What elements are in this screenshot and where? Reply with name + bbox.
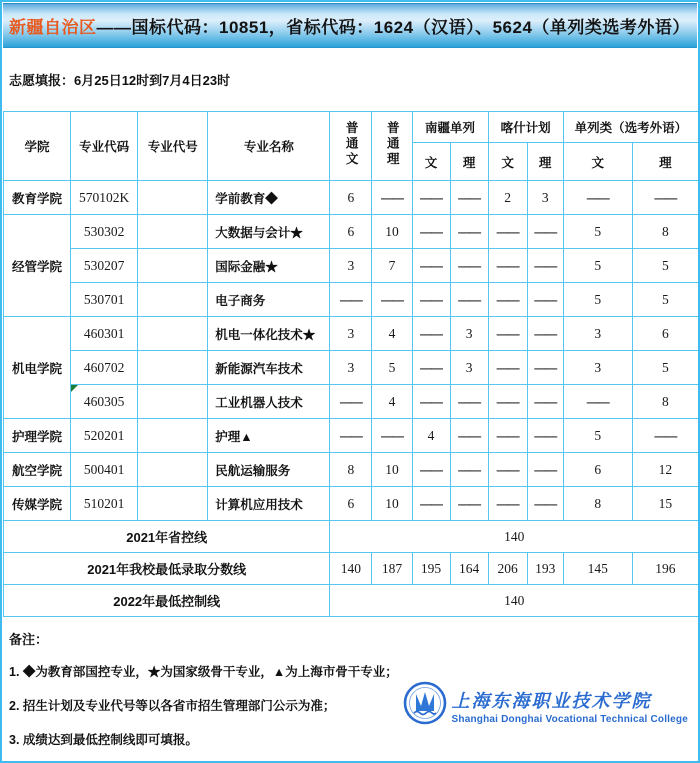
plan-value-cell: —— (372, 283, 412, 317)
col-header-putong-wen: 普通文 (330, 112, 372, 181)
col-header-danlie-li: 理 (632, 143, 698, 181)
college-cell: 航空学院 (4, 453, 71, 487)
summary-value-cell: 140 (330, 553, 372, 585)
col-header-major-no: 专业代号 (138, 112, 208, 181)
plan-value-cell: 5 (563, 283, 632, 317)
plan-value-cell: 5 (563, 419, 632, 453)
major-name-cell: 新能源汽车技术 (208, 351, 330, 385)
college-cell: 传媒学院 (4, 487, 71, 521)
col-header-kashi: 喀什计划 (488, 112, 563, 143)
col-header-college: 学院 (4, 112, 71, 181)
plan-value-cell: —— (488, 249, 527, 283)
major-no-cell (138, 215, 208, 249)
plan-value-cell: —— (488, 317, 527, 351)
summary-value-cell: 206 (488, 553, 527, 585)
admission-plan-table (3, 111, 699, 617)
remark-item-2: 2. 招生计划及专业代号等以各省市招生管理部门公示为准； (9, 699, 336, 713)
major-code-cell: 500401 (71, 453, 138, 487)
table-row (4, 283, 699, 317)
plan-value-cell: 5 (632, 283, 698, 317)
table-row (4, 419, 699, 453)
plan-value-cell: —— (527, 419, 563, 453)
major-code-cell: 530207 (71, 249, 138, 283)
summary-label-cell: 2021年我校最低录取分数线 (4, 553, 330, 585)
plan-value-cell: —— (412, 385, 450, 419)
plan-value-cell: —— (527, 317, 563, 351)
plan-value-cell: —— (412, 453, 450, 487)
major-no-cell (138, 385, 208, 419)
plan-value-cell: —— (372, 181, 412, 215)
plan-value-cell: —— (330, 419, 372, 453)
summary-row (4, 585, 699, 617)
col-header-danlie: 单列类（选考外语） (563, 112, 698, 143)
college-cell: 机电学院 (4, 317, 71, 419)
plan-value-cell: 8 (632, 385, 698, 419)
region-name: 新疆自治区 (9, 18, 97, 37)
plan-value-cell: —— (450, 181, 488, 215)
plan-value-cell: —— (330, 283, 372, 317)
table-row (4, 215, 699, 249)
plan-value-cell: —— (527, 487, 563, 521)
application-period-line (2, 48, 698, 111)
major-name-cell: 电子商务 (208, 283, 330, 317)
plan-value-cell: —— (450, 453, 488, 487)
logo-text (452, 687, 688, 725)
major-no-cell (138, 453, 208, 487)
plan-value-cell: —— (563, 181, 632, 215)
plan-value-cell: 10 (372, 453, 412, 487)
col-header-nanjiang: 南疆单列 (412, 112, 488, 143)
major-name-cell: 机电一体化技术★ (208, 317, 330, 351)
plan-value-cell: —— (527, 385, 563, 419)
col-header-nanjiang-wen: 文 (412, 143, 450, 181)
plan-value-cell: —— (412, 351, 450, 385)
college-emblem-icon (403, 681, 447, 730)
summary-value-cell: 187 (372, 553, 412, 585)
plan-value-cell: —— (412, 283, 450, 317)
plan-value-cell: —— (488, 351, 527, 385)
plan-value-cell: —— (488, 283, 527, 317)
plan-value-cell: —— (330, 385, 372, 419)
major-no-cell (138, 283, 208, 317)
plan-value-cell: —— (412, 487, 450, 521)
plan-value-cell: 5 (632, 249, 698, 283)
plan-value-cell: —— (488, 419, 527, 453)
plan-value-cell: 3 (527, 181, 563, 215)
col-header-major-name: 专业名称 (208, 112, 330, 181)
plan-value-cell: 10 (372, 487, 412, 521)
plan-value-cell: —— (488, 385, 527, 419)
table-row (4, 487, 699, 521)
logo-chinese-name: 上海东海职业技术学院 (451, 690, 652, 711)
plan-value-cell: 6 (632, 317, 698, 351)
major-code-cell: 570102K (71, 181, 138, 215)
col-header-kashi-li: 理 (527, 143, 563, 181)
plan-value-cell: 2 (488, 181, 527, 215)
plan-value-cell: 5 (563, 249, 632, 283)
plan-value-cell: —— (412, 215, 450, 249)
plan-value-cell: —— (527, 215, 563, 249)
logo-english-name: Shanghai Donghai Vocational Technical College (451, 713, 688, 725)
plan-value-cell: —— (412, 181, 450, 215)
banner-codes-text: ——国标代码：10851，省标代码：1624（汉语）、5624（单列类选考外语） (96, 18, 690, 37)
plan-value-cell: —— (527, 283, 563, 317)
table-row (4, 385, 699, 419)
major-name-cell: 民航运输服务 (208, 453, 330, 487)
plan-value-cell: —— (527, 249, 563, 283)
major-code-cell: 460301 (71, 317, 138, 351)
summary-value-cell: 164 (450, 553, 488, 585)
plan-value-cell: 8 (330, 453, 372, 487)
plan-value-cell: —— (527, 453, 563, 487)
plan-value-cell: —— (488, 453, 527, 487)
col-header-major-code: 专业代码 (71, 112, 138, 181)
plan-value-cell: 4 (372, 317, 412, 351)
application-period-value: 6月25日12时到7月4日23时 (74, 73, 231, 88)
plan-value-cell: 6 (563, 453, 632, 487)
plan-value-cell: 6 (330, 181, 372, 215)
major-name-cell: 学前教育◆ (208, 181, 330, 215)
major-no-cell (138, 317, 208, 351)
plan-value-cell: 8 (563, 487, 632, 521)
plan-value-cell: —— (563, 385, 632, 419)
major-code-cell: 460305 (71, 385, 138, 419)
summary-merged-value-cell: 140 (330, 585, 699, 617)
plan-value-cell: —— (450, 283, 488, 317)
col-header-kashi-wen: 文 (488, 143, 527, 181)
summary-row (4, 553, 699, 585)
plan-value-cell: —— (488, 215, 527, 249)
plan-value-cell: 15 (632, 487, 698, 521)
major-no-cell (138, 181, 208, 215)
remarks-title: 备注： (9, 632, 49, 647)
college-cell: 护理学院 (4, 419, 71, 453)
plan-value-cell: —— (412, 249, 450, 283)
major-name-cell: 护理▲ (208, 419, 330, 453)
major-no-cell (138, 487, 208, 521)
summary-label-cell: 2021年省控线 (4, 521, 330, 553)
plan-value-cell: —— (450, 419, 488, 453)
table-row (4, 351, 699, 385)
remark-item-1: 1. ◆为教育部国控专业，★为国家级骨干专业，▲为上海市骨干专业； (9, 665, 398, 679)
summary-value-cell: 196 (632, 553, 698, 585)
plan-value-cell: 6 (330, 487, 372, 521)
table-row (4, 249, 699, 283)
major-code-cell: 520201 (71, 419, 138, 453)
major-name-cell: 计算机应用技术 (208, 487, 330, 521)
table-row (4, 181, 699, 215)
application-period-label: 志愿填报： (9, 73, 75, 88)
col-header-putong-li: 普通理 (372, 112, 412, 181)
plan-value-cell: 3 (330, 351, 372, 385)
plan-value-cell: —— (632, 419, 698, 453)
table-row (4, 453, 699, 487)
plan-value-cell: 5 (632, 351, 698, 385)
plan-value-cell: —— (372, 419, 412, 453)
plan-value-cell: —— (412, 317, 450, 351)
plan-value-cell: 5 (563, 215, 632, 249)
major-code-cell: 460702 (71, 351, 138, 385)
plan-value-cell: —— (450, 249, 488, 283)
plan-value-cell: —— (527, 351, 563, 385)
plan-value-cell: —— (450, 487, 488, 521)
plan-value-cell: 12 (632, 453, 698, 487)
major-name-cell: 工业机器人技术 (208, 385, 330, 419)
table-row (4, 317, 699, 351)
remark-item-3: 3. 成绩达到最低控制线即可填报。 (9, 733, 198, 747)
plan-value-cell: —— (450, 385, 488, 419)
major-code-cell: 530701 (71, 283, 138, 317)
summary-value-cell: 193 (527, 553, 563, 585)
major-no-cell (138, 419, 208, 453)
plan-value-cell: —— (632, 181, 698, 215)
remarks-section (2, 617, 698, 763)
plan-value-cell: 4 (372, 385, 412, 419)
summary-value-cell: 195 (412, 553, 450, 585)
plan-value-cell: 3 (563, 351, 632, 385)
plan-value-cell: 7 (372, 249, 412, 283)
major-code-cell: 530302 (71, 215, 138, 249)
plan-value-cell: 3 (450, 351, 488, 385)
major-no-cell (138, 249, 208, 283)
plan-value-cell: 3 (330, 249, 372, 283)
college-logo (403, 681, 688, 730)
plan-value-cell: 3 (563, 317, 632, 351)
plan-value-cell: 4 (412, 419, 450, 453)
summary-row (4, 521, 699, 553)
major-code-cell: 510201 (71, 487, 138, 521)
major-no-cell (138, 351, 208, 385)
summary-merged-value-cell: 140 (330, 521, 699, 553)
major-name-cell: 国际金融★ (208, 249, 330, 283)
plan-value-cell: 5 (372, 351, 412, 385)
plan-value-cell: 6 (330, 215, 372, 249)
plan-value-cell: 8 (632, 215, 698, 249)
plan-value-cell: 10 (372, 215, 412, 249)
header-banner (3, 3, 697, 48)
plan-value-cell: 3 (450, 317, 488, 351)
summary-value-cell: 145 (563, 553, 632, 585)
major-name-cell: 大数据与会计★ (208, 215, 330, 249)
plan-value-cell: —— (450, 215, 488, 249)
col-header-nanjiang-li: 理 (450, 143, 488, 181)
plan-value-cell: 3 (330, 317, 372, 351)
col-header-danlie-wen: 文 (563, 143, 632, 181)
plan-value-cell: —— (488, 487, 527, 521)
college-cell: 经管学院 (4, 215, 71, 317)
college-cell: 教育学院 (4, 181, 71, 215)
summary-label-cell: 2022年最低控制线 (4, 585, 330, 617)
